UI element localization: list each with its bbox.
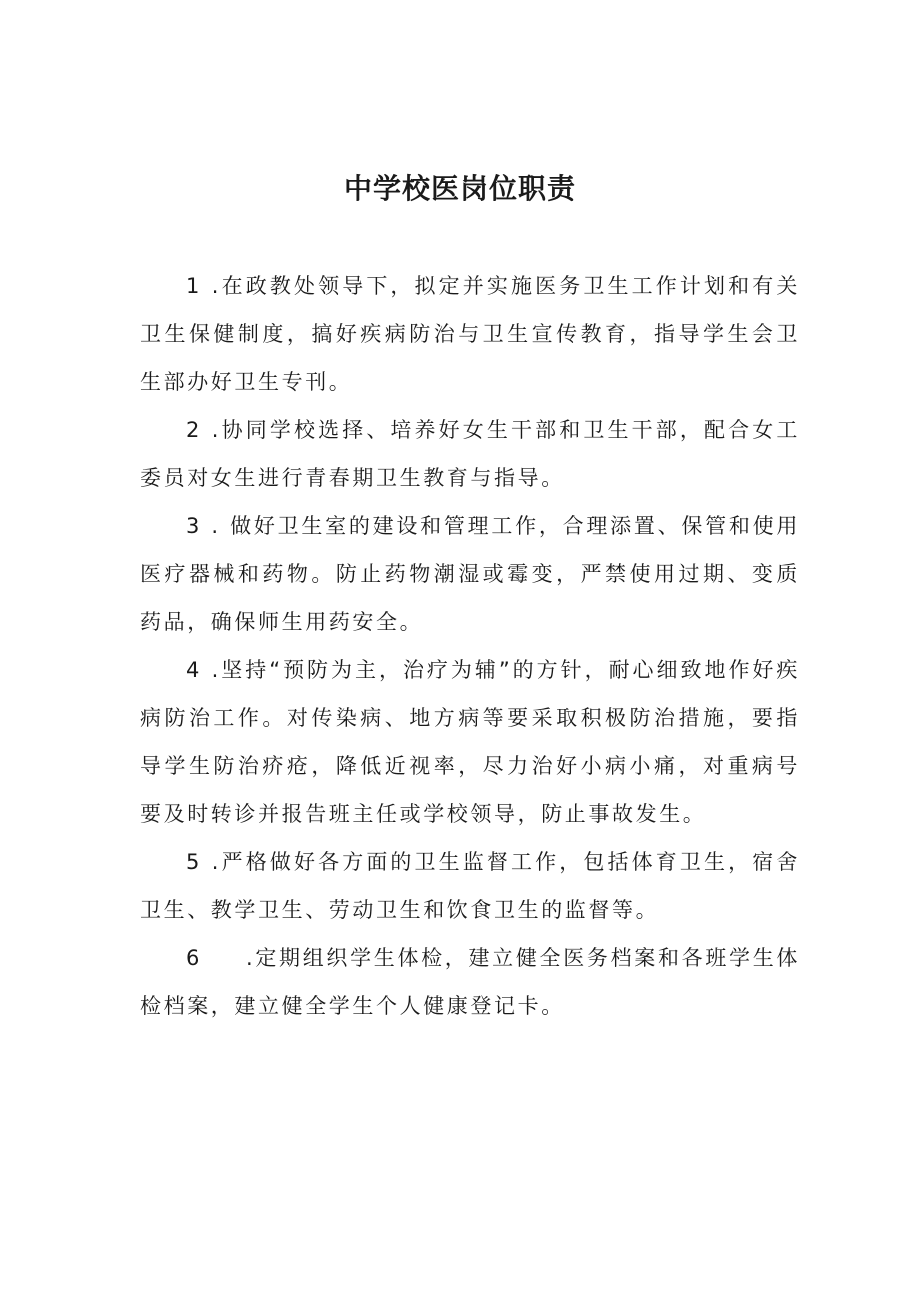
document-body	[140, 262, 800, 1030]
duty-item-6	[140, 934, 800, 1030]
duty-item-5	[140, 838, 800, 934]
duty-item-text: . 做好卫生室的建设和管理工作，合理添置、保管和使用医疗器械和药物。防止药物潮湿或霉变，严禁使用过期、变质药品，确保师生用药安全。	[140, 514, 800, 634]
duty-item-number: 6	[186, 946, 202, 970]
duty-item-1	[140, 262, 800, 406]
duty-item-text: .坚持“预防为主，治疗为辅”的方针，耐心细致地作好疾病防治工作。对传染病、地方病等要采取积极防治措施，要指导学生防治疥疮，降低近视率，尽力治好小病小痛，对重病号要及时转诊并报告班主任或学校领导，防止事故发生。	[140, 658, 800, 826]
duty-item-2	[140, 406, 800, 502]
duty-item-number: 3	[186, 514, 202, 538]
duty-item-text: .在政教处领导下，拟定并实施医务卫生工作计划和有关卫生保健制度，搞好疾病防治与卫生宣传教育，指导学生会卫生部办好卫生专刊。	[140, 274, 800, 394]
duty-item-text: .严格做好各方面的卫生监督工作，包括体育卫生，宿舍卫生、教学卫生、劳动卫生和饮食卫生的监督等。	[140, 850, 800, 922]
duty-item-number: 5	[186, 850, 202, 874]
duty-item-number: 4	[186, 658, 202, 682]
duty-item-text: .定期组织学生体检，建立健全医务档案和各班学生体检档案，建立健全学生个人健康登记卡。	[140, 946, 800, 1018]
duty-item-3	[140, 502, 800, 646]
duty-item-4	[140, 646, 800, 838]
document-title: 中学校医岗位职责	[343, 172, 576, 205]
duty-item-number: 1	[186, 274, 202, 298]
duty-item-number: 2	[186, 418, 202, 442]
duty-item-text: .协同学校选择、培养好女生干部和卫生干部，配合女工委员对女生进行青春期卫生教育与指导。	[140, 418, 800, 490]
